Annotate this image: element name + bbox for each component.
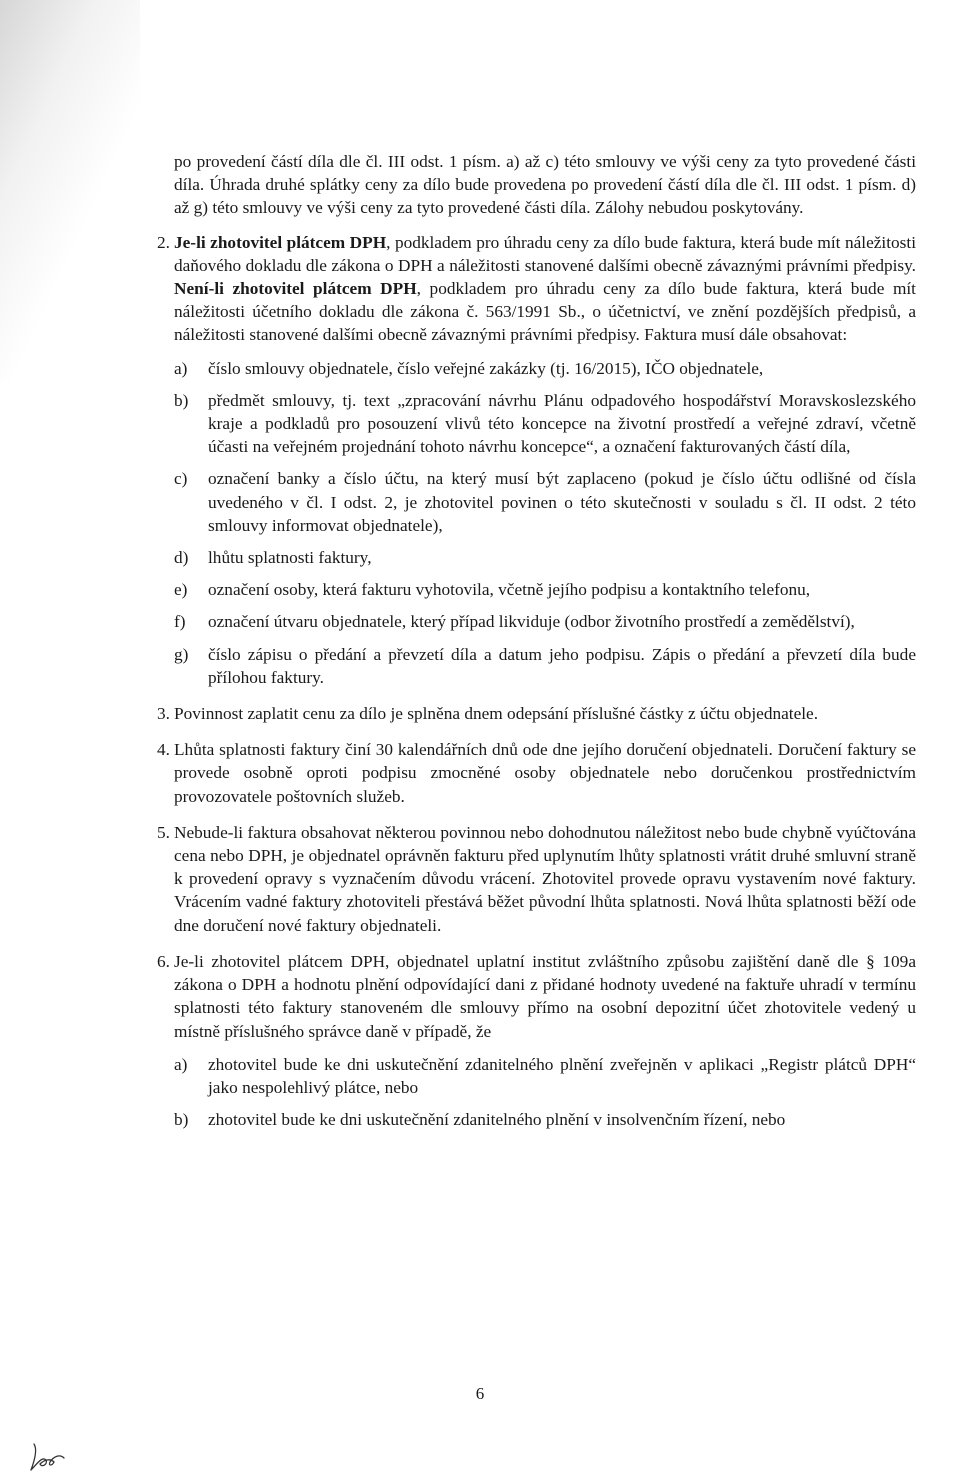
list-item (174, 546, 916, 569)
paragraph-5-text: Nebude-li faktura obsahovat některou povinnou nebo dohodnutou náležitost nebo bude chybně vyúčtována cena nebo DPH, je objednatel oprávněn fakturu před uplynutím lhůty splatnosti vrátit druhé smluvní straně k provedení opravy s vyznačením důvodu vrácení. Zhotovitel provede opravu vystavením nové faktury. Vrácením vadné faktury zhotoviteli přestává běžet původní lhůta splatnosti. Nová lhůta splatnosti běží ode dne doručení nové faktury objednateli. (174, 822, 916, 935)
list-item-text: zhotovitel bude ke dni uskutečnění zdanitelného plnění zveřejněn v aplikaci „Registr plátců DPH“ jako nespolehlivý plátce, nebo (208, 1054, 916, 1097)
paragraph-2-number: 2. (157, 232, 170, 252)
page-number: 6 (475, 1384, 485, 1403)
paragraph-2-text-1: , podkladem pro úhradu ceny za dílo bude faktura, která bude mít náležitosti daňového dokladu dle zákona o DPH a náležitosti stanovené dalšími obecně závaznými právními předpisy. (174, 232, 916, 275)
paragraph-3-text: Povinnost zaplatit cenu za dílo je splněna dnem odepsání příslušné částky z účtu objednatele. (174, 704, 819, 724)
list-item (174, 643, 916, 689)
intro-paragraph: po provedení částí díla dle čl. III odst. 1 písm. a) až c) této smlouvy ve výši ceny za tyto provedené části díla. Úhrada druhé splátky ceny za dílo bude provedena po provedení částí díla dle čl. III odst. 1 písm. d) až g) této smlouvy ve výši ceny za tyto provedené části díla. Zálohy nebudou poskytovány. (174, 152, 916, 218)
paragraph-2-text (174, 231, 916, 347)
list-item-text: zhotovitel bude ke dni uskutečnění zdanitelného plnění v insolvenčním řízení, nebo (208, 1110, 786, 1130)
paragraph-2 (157, 231, 916, 689)
list-item-label: d) (174, 548, 189, 568)
list-item-label: e) (174, 580, 188, 600)
list-item (174, 610, 916, 633)
document-body (157, 150, 916, 1144)
paragraph-3-number: 3. (157, 704, 170, 724)
paragraph-6-number: 6. (157, 951, 170, 971)
list-item (174, 467, 916, 537)
list-item (174, 578, 916, 601)
list-item-label: b) (174, 1110, 189, 1130)
list-item-label: a) (174, 1054, 188, 1074)
list-item-text: lhůtu splatnosti faktury, (208, 548, 372, 568)
paragraph-4 (157, 738, 916, 808)
paragraph-2-bold-2: Není-li zhotovitel plátcem DPH (174, 279, 417, 299)
paragraph-2-text-2: , podkladem pro úhradu ceny za dílo bude faktura, která bude mít náležitosti účetního dokladu dle zákona č. 563/1991 Sb., o účetnictví, ve znění pozdějších předpisů, a náležitosti stanovené dalšími obecně závaznými právními předpisy. Faktura musí dále obsahovat: (174, 279, 916, 345)
paragraph-6 (157, 950, 916, 1131)
list-item-text: označení útvaru objednatele, který případ likviduje (odbor životního prostředí a zemědělství), (208, 612, 855, 632)
list-item (174, 389, 916, 459)
paragraph-4-text: Lhůta splatnosti faktury činí 30 kalendářních dnů ode dne jejího doručení objednateli. Doručení faktury se provede osobně oproti podpisu zmocněné osoby objednatele nebo doručenkou prostřednictvím provozovatele poštovních služeb. (174, 740, 916, 806)
list-item-text: označení banky a číslo účtu, na který musí být zaplaceno (pokud je číslo účtu odlišné od čísla uvedeného v čl. I odst. 2, je zhotovitel povinen o této skutečnosti v souladu s čl. II odst. 2 této smlouvy informovat objednatele), (208, 469, 916, 535)
list-item-text: označení osoby, která fakturu vyhotovila, včetně jejího podpisu a kontaktního telefonu, (208, 580, 811, 600)
list-item (174, 1053, 916, 1099)
list-item (174, 357, 916, 380)
tax-security-conditions-list (174, 1053, 916, 1132)
paragraph-5-number: 5. (157, 822, 170, 842)
handwritten-initials (28, 1440, 68, 1474)
list-item (174, 1108, 916, 1131)
list-item-text: číslo zápisu o předání a převzetí díla a datum jeho podpisu. Zápis o předání a převzetí díla bude přílohou faktury. (208, 644, 916, 687)
list-item-label: a) (174, 358, 188, 378)
list-item-text: předmět smlouvy, tj. text „zpracování návrhu Plánu odpadového hospodářství Moravskoslezského kraje a podkladů pro posouzení vlivů této koncepce na životní prostředí a veřejné zdraví, včetně účasti na veřejném projednání tohoto návrhu koncepce“, a označení fakturovaných částí díla, (208, 390, 916, 457)
list-item-text: číslo smlouvy objednatele, číslo veřejné zakázky (tj. 16/2015), IČO objednatele, (208, 358, 764, 378)
paragraph-5 (157, 821, 916, 937)
list-item-label: c) (174, 469, 188, 489)
list-item-label: g) (174, 644, 189, 664)
scan-shadow (0, 0, 140, 380)
list-item-label: f) (174, 612, 186, 632)
paragraph-2-bold-1: Je-li zhotovitel plátcem DPH (174, 232, 387, 252)
paragraph-6-text: Je-li zhotovitel plátcem DPH, objednatel uplatní institut zvláštního způsobu zajištění daně dle § 109a zákona o DPH a hodnotu plnění odpovídající dani z přidané hodnoty uvedené na faktuře uhradí v termínu splatnosti této faktury stanoveném dle smlouvy přímo na osobní depozitní účet zhotovitele vedený u místně příslušného správce daně v případě, že (174, 951, 916, 1041)
invoice-requirements-list (174, 357, 916, 689)
paragraph-3 (157, 702, 916, 725)
paragraph-4-number: 4. (157, 740, 170, 760)
list-item-label: b) (174, 390, 189, 410)
